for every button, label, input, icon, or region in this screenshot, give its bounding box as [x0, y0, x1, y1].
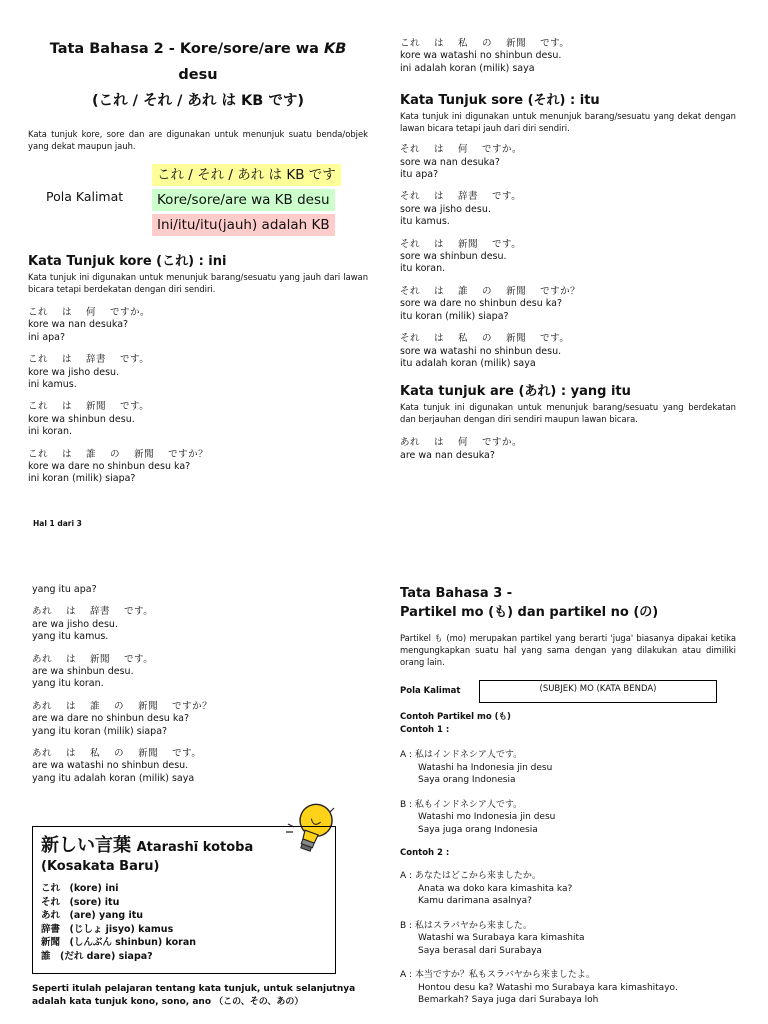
- japanese-word: です。: [120, 401, 150, 413]
- example-arti: yang itu kamus.: [32, 631, 109, 643]
- continuation-text: yang itu apa?: [32, 584, 97, 595]
- japanese-word: 新聞: [138, 748, 159, 760]
- japanese-word: 何: [86, 307, 97, 318]
- vocab-list: [41, 882, 327, 963]
- pola-kalimat-block: [28, 164, 368, 240]
- japanese-word: です。: [124, 606, 154, 618]
- partikel-description: Partikel も (mo) merupakan partikel yang berarti 'juga' biasanya dipakai ketika mengungkapkan suatu hal yang sama dengan yang dilakukan atau dimiliki orang lain.: [400, 633, 736, 667]
- example-arti: itu kamus.: [400, 216, 450, 228]
- vocab-title-romaji: Atarashī kotoba: [136, 840, 254, 855]
- example-item: [28, 354, 368, 391]
- japanese-word: これ: [28, 401, 49, 413]
- contoh-section: [400, 711, 736, 1007]
- japanese-word: は: [434, 285, 445, 297]
- japanese-word: は: [434, 191, 445, 203]
- japanese-word: です。: [172, 748, 202, 760]
- japanese-word: は: [62, 401, 73, 413]
- japanese-word: これ: [28, 307, 49, 318]
- example-japanese: [400, 191, 736, 203]
- japanese-word: あれ: [32, 606, 53, 618]
- pola-label-2: Pola Kalimat: [400, 686, 461, 696]
- example-romaji: sore wa watashi no shinbun desu.: [400, 345, 562, 357]
- japanese-word: 私: [90, 748, 101, 760]
- example-item: [400, 239, 736, 276]
- example-romaji: are wa jisho desu.: [32, 618, 118, 630]
- japanese-word: は: [434, 38, 445, 49]
- example-romaji: sore wa nan desuka?: [400, 156, 500, 168]
- dialog-subline: Watashi wa Surabaya kara kimashita: [418, 933, 585, 943]
- japanese-word: これ: [28, 354, 49, 366]
- japanese-word: は: [434, 333, 445, 345]
- dialog-line: A : あなたはどこから来ましたか。: [400, 871, 541, 881]
- vocab-item: それ (sore) itu: [41, 896, 120, 908]
- japanese-word: は: [66, 606, 77, 618]
- example-arti: yang itu adalah koran (milik) saya: [32, 772, 195, 784]
- japanese-word: 辞書: [86, 354, 107, 366]
- kore-description: Kata tunjuk ini digunakan untuk menunjuk barang/sesuatu yang jauh dari lawan bicara tetapi berdekatan dengan diri sendiri.: [28, 272, 368, 294]
- tata-bahasa-3-subtitle: Partikel mo (も) dan partikel no (の): [400, 605, 659, 620]
- example-item: [32, 748, 372, 785]
- japanese-word: です。: [492, 191, 522, 203]
- contoh-1-dialog: [400, 749, 736, 836]
- example-arti: itu koran (milik) siapa?: [400, 310, 509, 322]
- japanese-word: 新聞: [134, 448, 155, 460]
- japanese-word: です。: [120, 354, 150, 366]
- dialog-line: A : 本当ですか？私もスラバヤから来ましたよ。: [400, 970, 595, 980]
- sore-examples: [400, 144, 736, 370]
- japanese-word: の: [482, 285, 493, 297]
- example-romaji: are wa nan desuka?: [400, 449, 495, 461]
- japanese-word: です。: [492, 238, 522, 250]
- title-part: Tata Bahasa 2 - Kore/sore/are wa: [49, 41, 325, 57]
- pola-japanese: これ / それ / あれ は KB です: [152, 164, 341, 186]
- example-item: [28, 307, 368, 344]
- example-item: [32, 701, 372, 738]
- example-japanese: [28, 449, 368, 461]
- japanese-word: 何: [458, 437, 469, 449]
- tata-bahasa-3-title: Tata Bahasa 3 -: [400, 586, 513, 601]
- japanese-word: あれ: [32, 700, 53, 712]
- page2-examples: [32, 606, 372, 785]
- page1-left-column: [28, 36, 368, 486]
- japanese-word: 新聞: [506, 285, 527, 297]
- japanese-word: 新聞: [86, 401, 107, 413]
- example-item: [28, 401, 368, 438]
- japanese-word: 何: [458, 144, 469, 156]
- example-romaji: are wa watashi no shinbun desu.: [32, 760, 189, 772]
- japanese-word: それ: [400, 144, 421, 156]
- japanese-word: ですか？: [168, 448, 209, 460]
- example-japanese: [32, 606, 372, 618]
- example-japanese: [400, 144, 736, 156]
- pola-formula-box: (SUBJEK) MO (KATA BENDA): [479, 680, 717, 703]
- japanese-word: は: [434, 144, 445, 156]
- dialog-line: A : 私はインドネシア人です。: [400, 750, 523, 760]
- japanese-word: 私: [458, 38, 469, 49]
- example-arti: yang itu koran (milik) siapa?: [32, 725, 168, 737]
- page1-title-japanese: (これ / それ / あれ は KB です): [92, 93, 304, 109]
- japanese-word: あれ: [400, 437, 421, 449]
- vocab-title-japanese: 新しい言葉: [41, 835, 131, 856]
- japanese-word: は: [434, 437, 445, 449]
- example-romaji: sore wa dare no shinbun desu ka?: [400, 298, 562, 310]
- dialog-turn: [400, 749, 736, 787]
- pola-chips: [152, 164, 341, 236]
- pola-romaji: Kore/sore/are wa KB desu: [152, 189, 335, 211]
- japanese-word: です。: [124, 653, 154, 665]
- example-item: [400, 437, 736, 462]
- japanese-word: の: [482, 38, 493, 49]
- example-japanese: [28, 307, 368, 319]
- japanese-word: ですか。: [482, 144, 523, 156]
- example-item: [32, 654, 372, 691]
- japanese-word: 新聞: [458, 238, 479, 250]
- japanese-word: それ: [400, 333, 421, 345]
- example-romaji: sore wa shinbun desu.: [400, 251, 507, 263]
- sore-heading: Kata Tunjuk sore (それ) : itu: [400, 93, 600, 109]
- example-romaji: kore wa nan desuka?: [28, 319, 129, 331]
- japanese-word: あれ: [32, 748, 53, 760]
- kore-heading: Kata Tunjuk kore (これ) : ini: [28, 254, 227, 269]
- example-item: [32, 606, 372, 643]
- example-item: [400, 333, 736, 370]
- japanese-word: あれ: [32, 653, 53, 665]
- japanese-word: ですか。: [110, 307, 151, 318]
- are-description: Kata tunjuk ini digunakan untuk menunjuk barang/sesuatu yang berdekatan dan berjauhan dengan diri sendiri maupun lawan bicara.: [400, 402, 736, 425]
- japanese-word: 誰: [90, 700, 101, 712]
- example-item: [400, 191, 736, 228]
- vocab-item: これ (kore) ini: [41, 883, 119, 894]
- japanese-word: は: [62, 307, 73, 318]
- japanese-word: 新聞: [90, 653, 111, 665]
- vocab-title: [41, 831, 327, 857]
- dialog-subline: Saya juga orang Indonesia: [418, 824, 538, 835]
- example-romaji: kore wa dare no shinbun desu ka?: [28, 461, 191, 473]
- japanese-word: それ: [400, 238, 421, 250]
- japanese-word: これ: [400, 38, 421, 49]
- example-japanese: [32, 748, 372, 760]
- dialog-subline: Anata wa doko kara kimashita ka?: [418, 883, 573, 894]
- dialog-line: B : 私もインドネシア人です。: [400, 799, 523, 810]
- japanese-word: ですか？: [540, 285, 581, 297]
- example-romaji: are wa dare no shinbun desu ka?: [32, 713, 190, 725]
- japanese-word: 誰: [86, 448, 97, 460]
- vocab-item: 新聞 (しんぶん shinbun) koran: [41, 937, 197, 948]
- japanese-word: 新聞: [138, 700, 159, 712]
- japanese-word: 誰: [458, 285, 469, 297]
- japanese-word: これ: [28, 448, 49, 460]
- example-romaji: kore wa shinbun desu.: [28, 413, 135, 425]
- right-top-example: [400, 38, 736, 75]
- example-arti: ini koran.: [28, 426, 73, 438]
- contoh-2-label: Contoh 2 :: [400, 848, 450, 858]
- dialog-line: B : 私はスラバヤから来ました。: [400, 920, 532, 931]
- page1-title: [28, 36, 368, 88]
- example-romaji: sore wa jisho desu.: [400, 203, 491, 215]
- example-arti: ini adalah koran (milik) saya: [400, 62, 535, 74]
- japanese-word: は: [62, 354, 73, 366]
- kore-examples: [28, 307, 368, 486]
- japanese-word: 辞書: [90, 606, 111, 618]
- example-japanese: [400, 333, 736, 345]
- dialog-subline: Kamu darimana asalnya?: [418, 896, 532, 906]
- example-arti: yang itu koran.: [32, 678, 104, 690]
- page-footer: Hal 1 dari 3: [33, 519, 82, 528]
- example-japanese: [400, 286, 736, 298]
- japanese-word: 辞書: [458, 191, 479, 203]
- example-arti: itu adalah koran (milik) saya: [400, 357, 536, 369]
- example-japanese: [400, 38, 736, 50]
- japanese-word: それ: [400, 285, 421, 297]
- example-romaji: kore wa watashi no shinbun desu.: [400, 50, 562, 62]
- example-japanese: [28, 401, 368, 413]
- example-arti: itu koran.: [400, 263, 446, 275]
- vocabulary-box: [32, 826, 336, 974]
- pola-indonesian: Ini/itu/itu(jauh) adalah KB: [152, 214, 335, 236]
- dialog-subline: Hontou desu ka? Watashi mo Surabaya kara kimashitayo.: [418, 982, 678, 993]
- example-japanese: [400, 239, 736, 251]
- page2-right-column: [400, 584, 736, 668]
- japanese-word: の: [114, 748, 125, 760]
- title-kb: KB: [324, 41, 347, 57]
- contoh-2-dialog: [400, 870, 736, 1007]
- example-arti: ini koran (milik) siapa?: [28, 473, 136, 485]
- example-japanese: [28, 354, 368, 366]
- dialog-turn: [400, 969, 736, 1007]
- example-japanese: [32, 701, 372, 713]
- example-japanese: [400, 437, 736, 449]
- closing-text: Seperti itulah pelajaran tentang kata tunjuk, untuk selanjutnya adalah kata tunjuk kono, sono, ano （この、その、あの）: [32, 984, 356, 1007]
- page1-right-column: [400, 38, 736, 462]
- japanese-word: 私: [458, 333, 469, 345]
- japanese-word: の: [482, 333, 493, 345]
- are-examples: [400, 437, 736, 462]
- example-arti: ini apa?: [28, 331, 66, 343]
- japanese-word: 新聞: [506, 38, 527, 49]
- example-item: [400, 144, 736, 181]
- japanese-word: です。: [540, 38, 570, 49]
- example-romaji: are wa shinbun desu.: [32, 666, 134, 678]
- vocab-item: 誰 (だれ dare) siapa?: [41, 950, 153, 962]
- intro-text: Kata tunjuk kore, sore dan are digunakan untuk menunjuk suatu benda/objek yang dekat maupun jauh.: [28, 129, 368, 151]
- example-item: [400, 286, 736, 323]
- japanese-word: は: [62, 448, 73, 460]
- example-arti: itu apa?: [400, 169, 439, 181]
- japanese-word: です。: [540, 333, 570, 345]
- japanese-word: は: [66, 748, 77, 760]
- japanese-word: ですか？: [172, 700, 213, 712]
- dialog-subline: Watashi ha Indonesia jin desu: [418, 762, 553, 773]
- japanese-word: の: [110, 448, 121, 460]
- contoh-1-label: Contoh 1 :: [400, 725, 450, 735]
- vocab-item: 辞書 (じしょ jisyo) kamus: [41, 923, 174, 935]
- dialog-subline: Bemarkah? Saya juga dari Surabaya loh: [418, 995, 599, 1005]
- dialog-subline: Saya orang Indonesia: [418, 775, 516, 785]
- example-item: [400, 38, 736, 75]
- pola-label: Pola Kalimat: [46, 189, 124, 204]
- dialog-turn: [400, 920, 736, 958]
- are-heading: Kata tunjuk are (あれ) : yang itu: [400, 384, 631, 400]
- japanese-word: それ: [400, 191, 421, 203]
- japanese-word: は: [66, 653, 77, 665]
- example-item: [28, 449, 368, 486]
- japanese-word: は: [66, 700, 77, 712]
- sore-description: Kata tunjuk ini digunakan untuk menunjuk barang/sesuatu yang dekat dengan lawan bicara tetapi jauh dari diri sendiri.: [400, 111, 736, 134]
- vocab-item: あれ (are) yang itu: [41, 910, 144, 921]
- japanese-word: は: [434, 238, 445, 250]
- page2-left-column: [32, 584, 372, 785]
- example-arti: ini kamus.: [28, 379, 77, 391]
- vocab-subtitle: (Kosakata Baru): [41, 859, 160, 874]
- title-end: desu: [178, 67, 218, 83]
- dialog-turn: [400, 870, 736, 908]
- japanese-word: 新聞: [506, 333, 527, 345]
- dialog-turn: [400, 799, 736, 837]
- japanese-word: ですか。: [482, 437, 523, 449]
- japanese-word: の: [114, 700, 125, 712]
- dialog-subline: Saya berasal dari Surabaya: [418, 945, 542, 956]
- example-japanese: [32, 654, 372, 666]
- dialog-subline: Watashi mo Indonesia jin desu: [418, 812, 556, 822]
- contoh-heading: Contoh Partikel mo (も): [400, 712, 511, 722]
- example-romaji: kore wa jisho desu.: [28, 366, 120, 378]
